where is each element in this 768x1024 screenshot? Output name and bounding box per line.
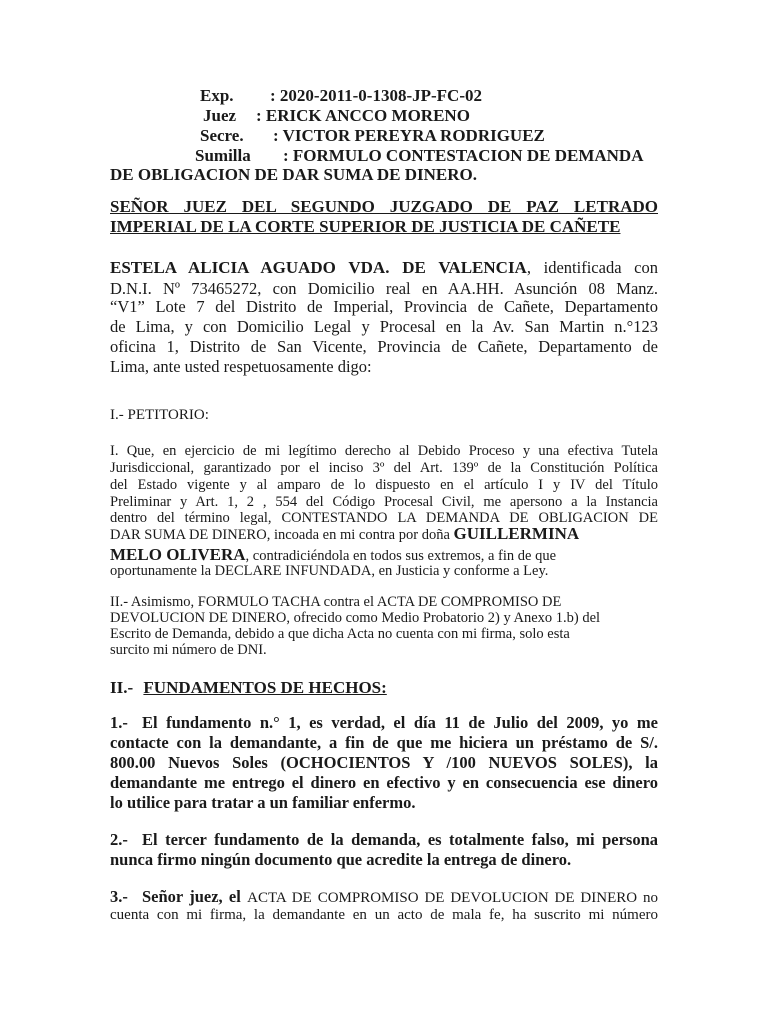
exp-value: : 2020-2011-0-1308-JP-FC-02 (270, 86, 482, 105)
party-name: ESTELA ALICIA AGUADO VDA. DE VALENCIA (110, 258, 527, 277)
intro-line-1 (110, 258, 658, 278)
intro-line-3: “V1” Lote 7 del Distrito de Imperial, Provincia de Cañete, Departamento (110, 297, 658, 316)
fundamento-1-line-4: demandante me entrego el dinero en efectivo y en consecuencia ese dinero (110, 773, 658, 792)
fundamento-3-line-1 (110, 887, 658, 907)
intro-line-5: oficina 1, Distrito de San Vicente, Provincia de Cañete, Departamento de (110, 337, 658, 356)
fundamento-1-line-5: lo utilice para tratar a un familiar enfermo. (110, 793, 416, 812)
petitorio-p2-line-4: surcito mi número de DNI. (110, 642, 267, 658)
petitorio-p1-line-1: I. Que, en ejercicio de mi legítimo derecho al Debido Proceso y una efectiva Tutela (110, 443, 658, 459)
fundamento-3-line-1c: no (637, 890, 659, 906)
petitorio-p2-line-2: DEVOLUCION DE DINERO, ofrecido como Medio Probatorio 2) y Anexo 1.b) del (110, 610, 601, 626)
secre-label: Secre. (200, 126, 244, 145)
juez-value: : ERICK ANCCO MORENO (256, 106, 470, 125)
sumilla-continuation: DE OBLIGACION DE DAR SUMA DE DINERO. (110, 165, 477, 184)
plaintiff-name-1: GUILLERMINA (453, 524, 580, 543)
fundamento-1-line-3a: 800.00 Nuevos Soles ( (110, 753, 287, 772)
fundamento-1-number: 1.- (110, 713, 128, 732)
fundamento-3-line-2: cuenta con mi firma, la demandante en un acto de mala fe, ha suscrito mi número (110, 907, 658, 923)
sumilla-value: : FORMULO CONTESTACION DE DEMANDA (283, 146, 644, 165)
exp-line (200, 86, 482, 106)
acta-reference: ACTA DE COMPROMISO DE DEVOLUCION DE DINERO (247, 890, 638, 906)
fundamentos-title: FUNDAMENTOS DE HECHOS: (143, 678, 387, 697)
juez-line (203, 106, 470, 126)
exp-label: Exp. (200, 86, 234, 105)
fundamento-1-line-2: contacte con la demandante, a fin de que me hiciera un préstamo de S/. (110, 733, 658, 752)
addressee-line-1: SEÑOR JUEZ DEL SEGUNDO JUZGADO DE PAZ LETRADO (110, 197, 658, 216)
fundamentos-heading (110, 678, 658, 698)
petitorio-p1-line-6a: DAR SUMA DE DINERO, incoada en mi contra por doña (110, 527, 454, 543)
secre-line (200, 126, 545, 146)
intro-line-4: de Lima, y con Domicilio Legal y Procesal en la Av. San Martin n.°123 (110, 317, 658, 336)
fundamento-2-line-1-text: El tercer fundamento de la demanda, es totalmente falso, mi persona (142, 830, 658, 849)
petitorio-p1-line-7 (110, 545, 658, 565)
intro-line-6: Lima, ante usted respetuosamente digo: (110, 357, 372, 376)
fundamento-2-number: 2.- (110, 830, 128, 849)
petitorio-p2-line-3: Escrito de Demanda, debido a que dicha Acta no cuenta con mi firma, solo esta (110, 626, 570, 642)
petitorio-p1-line-8: oportunamente la DECLARE INFUNDADA, en Justicia y conforme a Ley. (110, 563, 549, 579)
secre-value: : VICTOR PEREYRA RODRIGUEZ (273, 126, 545, 145)
petitorio-p1-line-4: Preliminar y Art. 1, 2 , 554 del Código Procesal Civil, me apersono a la Instancia (110, 494, 658, 510)
fundamento-3-line-1a: Señor juez, el (142, 887, 248, 906)
petitorio-p1-line-7b: , contradiciéndola en todos sus extremos, a fin de que (245, 548, 557, 564)
petitorio-heading: I.- PETITORIO: (110, 407, 209, 423)
juez-label: Juez (203, 106, 237, 125)
fundamento-2-line-2: nunca firmo ningún documento que acredite la entrega de dinero. (110, 850, 572, 869)
plaintiff-name-2: MELO OLIVERA (110, 545, 246, 564)
intro-line-2: D.N.I. Nº 73465272, con Domicilio real en AA.HH. Asunción 08 Manz. (110, 279, 658, 298)
petitorio-p1-line-3: del Estado vigente y al amparo de lo dispuesto en el artículo I y IV del Título (110, 477, 658, 493)
fundamento-1-line-1 (110, 713, 658, 733)
fundamento-3-number: 3.- (110, 887, 128, 906)
petitorio-p1-line-5: dentro del término legal, CONTESTANDO LA DEMANDA DE OBLIGACION DE (110, 510, 658, 526)
intro-line-1-rest: , identificada con (526, 258, 659, 277)
fundamento-1-line-1-text: El fundamento n.° 1, es verdad, el día 11 de Julio del 2009, yo me (142, 713, 658, 732)
fundamentos-number: II.- (110, 678, 134, 697)
fundamento-1-line-3c: ), la (622, 753, 658, 772)
petitorio-p1-line-6 (110, 524, 658, 544)
sumilla-line (195, 146, 644, 166)
fundamento-2-line-1 (110, 830, 658, 850)
addressee-line-2: IMPERIAL DE LA CORTE SUPERIOR DE JUSTICIA DE CAÑETE (110, 217, 621, 236)
fundamento-1-line-3 (110, 753, 658, 773)
sumilla-label: Sumilla (195, 146, 251, 165)
amount-in-words: OCHOCIENTOS Y /100 NUEVOS SOLES (286, 753, 623, 772)
petitorio-p2-line-1: II.- Asimismo, FORMULO TACHA contra el ACTA DE COMPROMISO DE (110, 594, 562, 610)
petitorio-p1-line-2: Jurisdiccional, garantizado por el inciso 3º del Art. 139º de la Constitución Política (110, 460, 658, 476)
